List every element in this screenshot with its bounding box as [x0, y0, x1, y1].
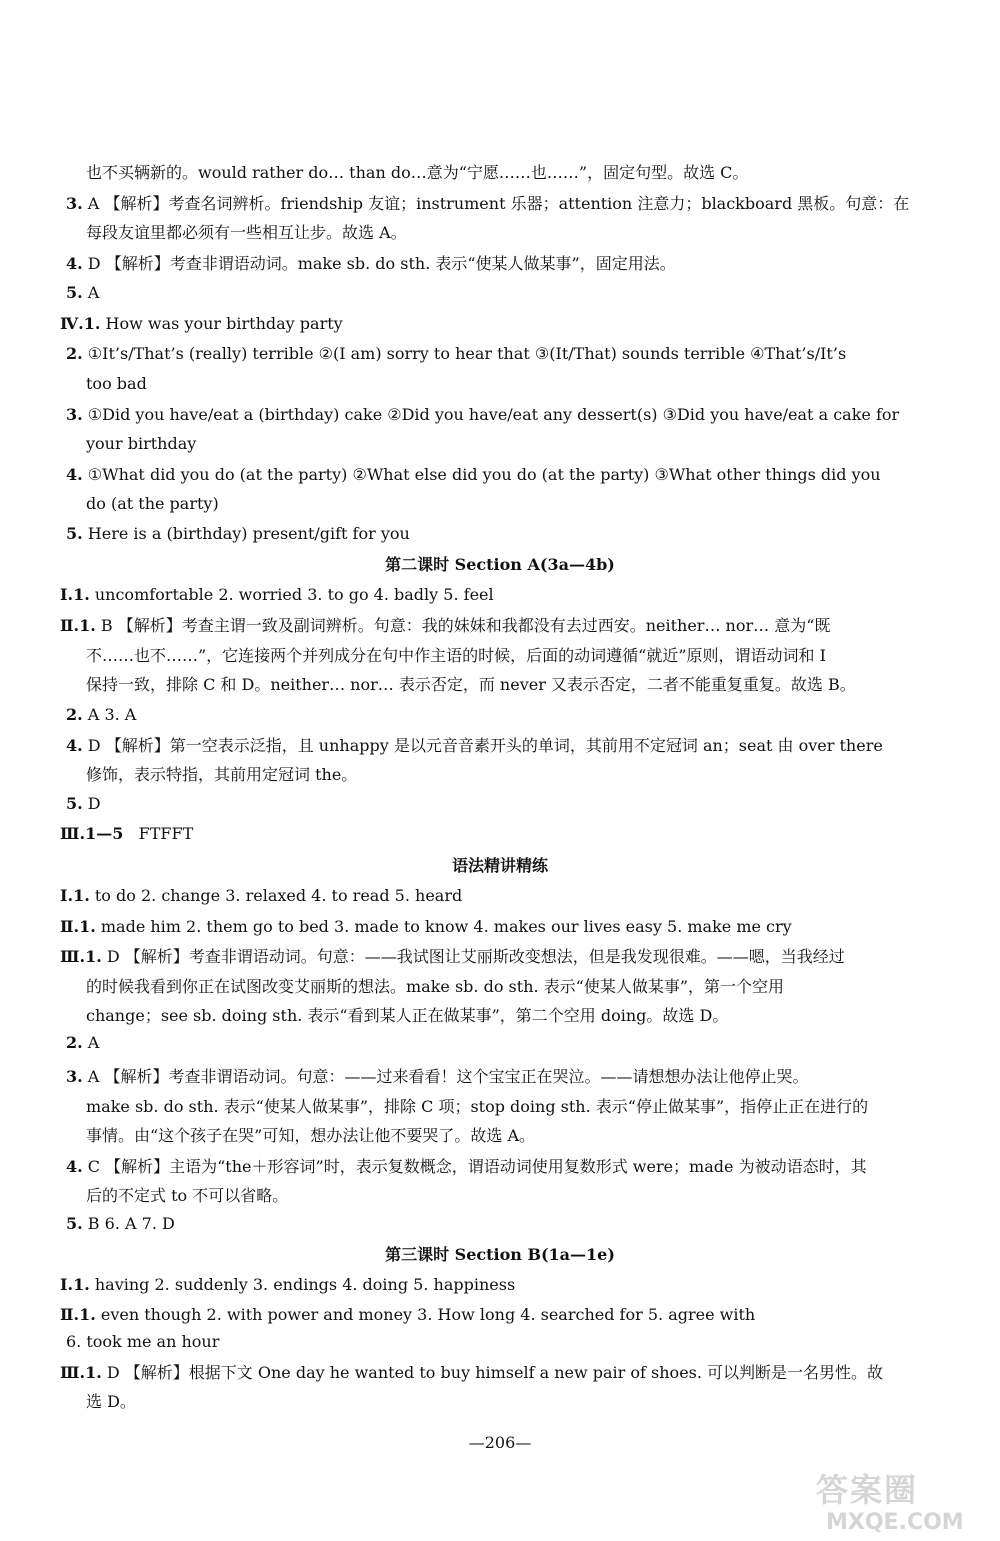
answer-item: 2. ①It’s/That’s (really) terrible ②(I am) sorry to hear that ③(It/That) sounds terrible ④That’s/It’s — [66, 344, 847, 363]
answer-item: 3. A 【解析】考查非谓语动词。句意：——过来看看！这个宝宝正在哭泣。——请想想办法让他停止哭。 — [66, 1067, 809, 1086]
section-item: Ⅲ.1. D 【解析】考查非谓语动词。句意：——我试图让艾丽斯改变想法，但是我发现很难。——嗯，当我经过 — [60, 947, 845, 966]
text-line: 不……也不……”，它连接两个并列成分在句中作主语的时候，后面的动词遵循“就近”原则，谓语动词和 I — [86, 646, 826, 665]
text-line: 也不买辆新的。would rather do… than do…意为“宁愿……也……”，固定句型。故选 C。 — [86, 163, 749, 182]
section-item: Ⅳ.1. How was your birthday party — [60, 314, 343, 333]
svg-text:MXQE.COM: MXQE.COM — [826, 1510, 964, 1535]
text-line: do (at the party) — [86, 494, 219, 513]
text-line: 选 D。 — [86, 1392, 136, 1411]
answer-item: 2. A — [66, 1033, 100, 1052]
answer-item: 5. D — [66, 794, 101, 813]
watermark-logo — [806, 1465, 986, 1535]
answer-item: 4. D 【解析】第一空表示泛指，且 unhappy 是以元音音素开头的单词，其前用不定冠词 an；seat 由 over there — [66, 736, 883, 755]
section-item: Ⅱ.1. made him 2. them go to bed 3. made to know 4. makes our lives easy 5. make me cry — [60, 917, 792, 936]
text-line: your birthday — [86, 434, 197, 453]
section-heading: 第三课时 Section B(1a—1e) — [385, 1245, 615, 1264]
section-item: Ⅲ.1. D 【解析】根据下文 One day he wanted to buy himself a new pair of shoes. 可以判断是一名男性。故 — [60, 1363, 884, 1382]
answer-item: 3. ①Did you have/eat a (birthday) cake ②Did you have/eat any dessert(s) ③Did you have/eat a cake for — [66, 405, 900, 424]
answer-item: 5. A — [66, 283, 100, 302]
section-heading: 语法精讲精练 — [451, 856, 548, 875]
answer-item: 4. C 【解析】主语为“the＋形容词”时，表示复数概念，谓语动词使用复数形式 were；made 为被动语态时，其 — [66, 1157, 867, 1176]
section-item: Ⅲ.1—5 FTFFT — [60, 824, 194, 843]
text-line: 事情。由“这个孩子在哭”可知，想办法让他不要哭了。故选 A。 — [86, 1126, 536, 1145]
section-item: Ⅰ.1. to do 2. change 3. relaxed 4. to read 5. heard — [60, 886, 463, 905]
text-line: change；see sb. doing sth. 表示“看到某人正在做某事”，第二个空用 doing。故选 D。 — [86, 1006, 729, 1025]
answer-item: 5. Here is a (birthday) present/gift for you — [66, 524, 410, 543]
answer-item: 2. A 3. A — [66, 705, 137, 724]
text-line: 后的不定式 to 不可以省略。 — [86, 1186, 289, 1205]
text-line: 修饰，表示特指，其前用定冠词 the。 — [86, 765, 358, 784]
answer-item: 4. D 【解析】考查非谓语动词。make sb. do sth. 表示“使某人做某事”，固定用法。 — [66, 254, 676, 273]
section-item: Ⅰ.1. uncomfortable 2. worried 3. to go 4. badly 5. feel — [60, 585, 494, 604]
text-line: 每段友谊里都必须有一些相互让步。故选 A。 — [86, 223, 407, 242]
answer-item: 4. ①What did you do (at the party) ②What else did you do (at the party) ③What other things did you — [66, 465, 881, 484]
answer-item: 5. B 6. A 7. D — [66, 1214, 175, 1233]
section-heading: 第二课时 Section A(3a—4b) — [385, 555, 615, 574]
section-item: Ⅱ.1. even though 2. with power and money 3. How long 4. searched for 5. agree with — [60, 1305, 756, 1324]
text-line: 的时候我看到你正在试图改变艾丽斯的想法。make sb. do sth. 表示“使某人做某事”，第一个空用 — [86, 977, 785, 996]
answer-item: 3. A 【解析】考查名词辨析。friendship 友谊；instrument 乐器；attention 注意力；blackboard 黑板。句意：在 — [66, 194, 910, 213]
text-line: make sb. do sth. 表示“使某人做某事”，排除 C 项；stop doing sth. 表示“停止做某事”，指停止正在进行的 — [86, 1097, 869, 1116]
section-item: Ⅱ.1. B 【解析】考查主谓一致及副词辨析。句意：我的妹妹和我都没有去过西安。neither… nor… 意为“既 — [60, 616, 831, 635]
svg-text:答案圈: 答案圈 — [816, 1471, 919, 1509]
text-line: 保持一致，排除 C 和 D。neither… nor… 表示否定，而 never 又表示否定，二者不能重复重复。故选 B。 — [86, 675, 856, 694]
section-item: Ⅰ.1. having 2. suddenly 3. endings 4. doing 5. happiness — [60, 1275, 516, 1294]
text-line: too bad — [86, 374, 147, 393]
text-line: 6. took me an hour — [66, 1332, 220, 1351]
page-number: —206— — [468, 1433, 532, 1452]
